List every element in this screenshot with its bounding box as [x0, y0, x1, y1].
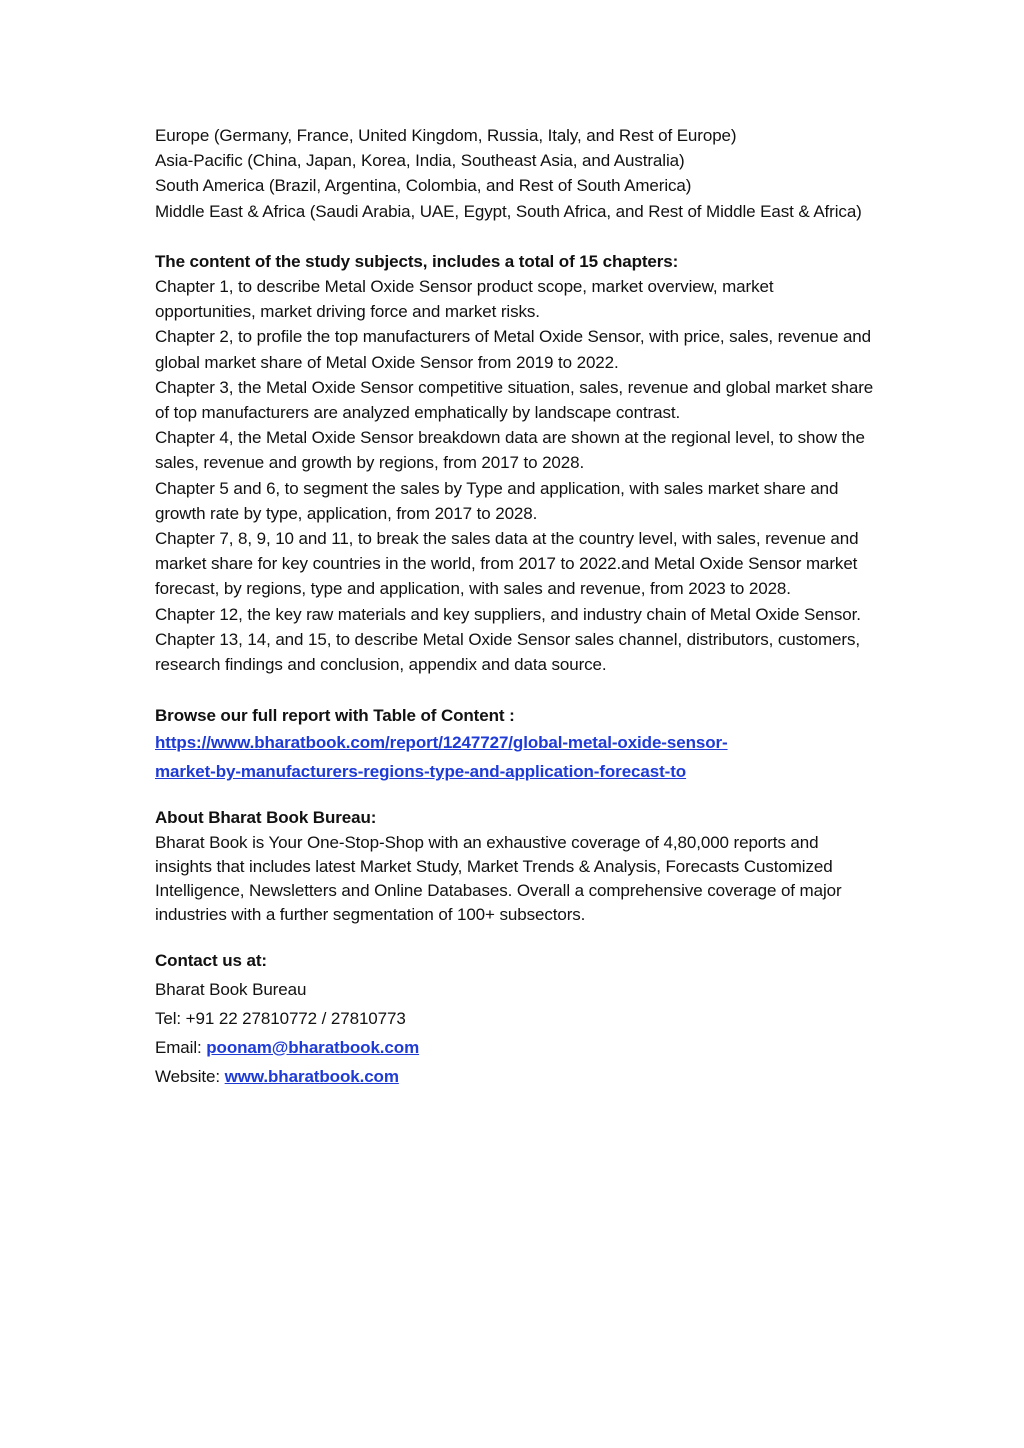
- chapter-item: Chapter 3, the Metal Oxide Sensor competitive situation, sales, revenue and global market share of top manufacturers are analyzed emphatically by landscape contrast.: [155, 377, 874, 423]
- region-item: South America (Brazil, Argentina, Colombia, and Rest of South America): [155, 176, 692, 196]
- website-label: Website:: [155, 1066, 225, 1086]
- report-link-continued[interactable]: [155, 757, 875, 786]
- contact-tel: Tel: +91 22 27810772 / 27810773: [155, 1008, 406, 1028]
- region-item: Asia-Pacific (China, Japan, Korea, India, Southeast Asia, and Australia): [155, 151, 685, 171]
- contact-email-row: [155, 1033, 875, 1062]
- study-heading: The content of the study subjects, includes a total of 15 chapters:: [155, 251, 679, 271]
- about-heading: About Bharat Book Bureau:: [155, 808, 377, 828]
- chapter-item: Chapter 12, the key raw materials and key suppliers, and industry chain of Metal Oxide Sensor.: [155, 604, 861, 624]
- regions-list: [155, 123, 875, 224]
- region-item: Middle East & Africa (Saudi Arabia, UAE, Egypt, South Africa, and Rest of Middle East & Africa): [155, 201, 862, 221]
- contact-website-row: [155, 1062, 875, 1091]
- contact-heading: Contact us at:: [155, 950, 267, 970]
- document-page: [155, 123, 875, 1091]
- email-link[interactable]: poonam@bharatbook.com: [206, 1037, 420, 1057]
- about-body: Bharat Book is Your One-Stop-Shop with an exhaustive coverage of 4,80,000 reports and insights that includes latest Market Study, Market Trends & Analysis, Forecasts Customized Intelligence, Newsletters and Online Databases. Overall a comprehensive coverage of major industries with a further segmentation of 100+ subsectors.: [155, 832, 842, 924]
- region-item: Europe (Germany, France, United Kingdom, Russia, Italy, and Rest of Europe): [155, 126, 737, 145]
- about-section: [155, 805, 875, 926]
- chapter-item: Chapter 4, the Metal Oxide Sensor breakdown data are shown at the regional level, to show the sales, revenue and growth by regions, from 2017 to 2028.: [155, 428, 865, 473]
- browse-heading: Browse our full report with Table of Content :: [155, 706, 515, 726]
- contact-section: [155, 946, 875, 1091]
- report-link[interactable]: [155, 728, 875, 757]
- chapter-item: Chapter 7, 8, 9, 10 and 11, to break the sales data at the country level, with sales, revenue and market share for key countries in the world, from 2017 to 2022.and Metal Oxide Sensor market forecast, by regions, type and application, with sales and revenue, from 2023 to 2028.: [155, 529, 859, 599]
- chapter-item: Chapter 5 and 6, to segment the sales by Type and application, with sales market share and growth rate by type, application, from 2017 to 2028.: [155, 478, 839, 523]
- chapter-item: Chapter 1, to describe Metal Oxide Sensor product scope, market overview, market opportunities, market driving force and market risks.: [155, 277, 774, 322]
- report-link-line-1[interactable]: https://www.bharatbook.com/report/1247727/global-metal-oxide-sensor-: [155, 733, 728, 753]
- email-label: Email:: [155, 1037, 207, 1057]
- contact-company: Bharat Book Bureau: [155, 979, 307, 999]
- chapter-item: Chapter 13, 14, and 15, to describe Metal Oxide Sensor sales channel, distributors, customers, research findings and conclusion, appendix and data source.: [155, 629, 860, 675]
- chapter-item: Chapter 2, to profile the top manufacturers of Metal Oxide Sensor, with price, sales, revenue and global market share of Metal Oxide Sensor from 2019 to 2022.: [155, 327, 872, 372]
- browse-section: [155, 703, 875, 786]
- report-link-line-2[interactable]: market-by-manufacturers-regions-type-and-application-forecast-to: [155, 762, 687, 782]
- study-section: [155, 249, 875, 677]
- website-link[interactable]: www.bharatbook.com: [224, 1066, 399, 1086]
